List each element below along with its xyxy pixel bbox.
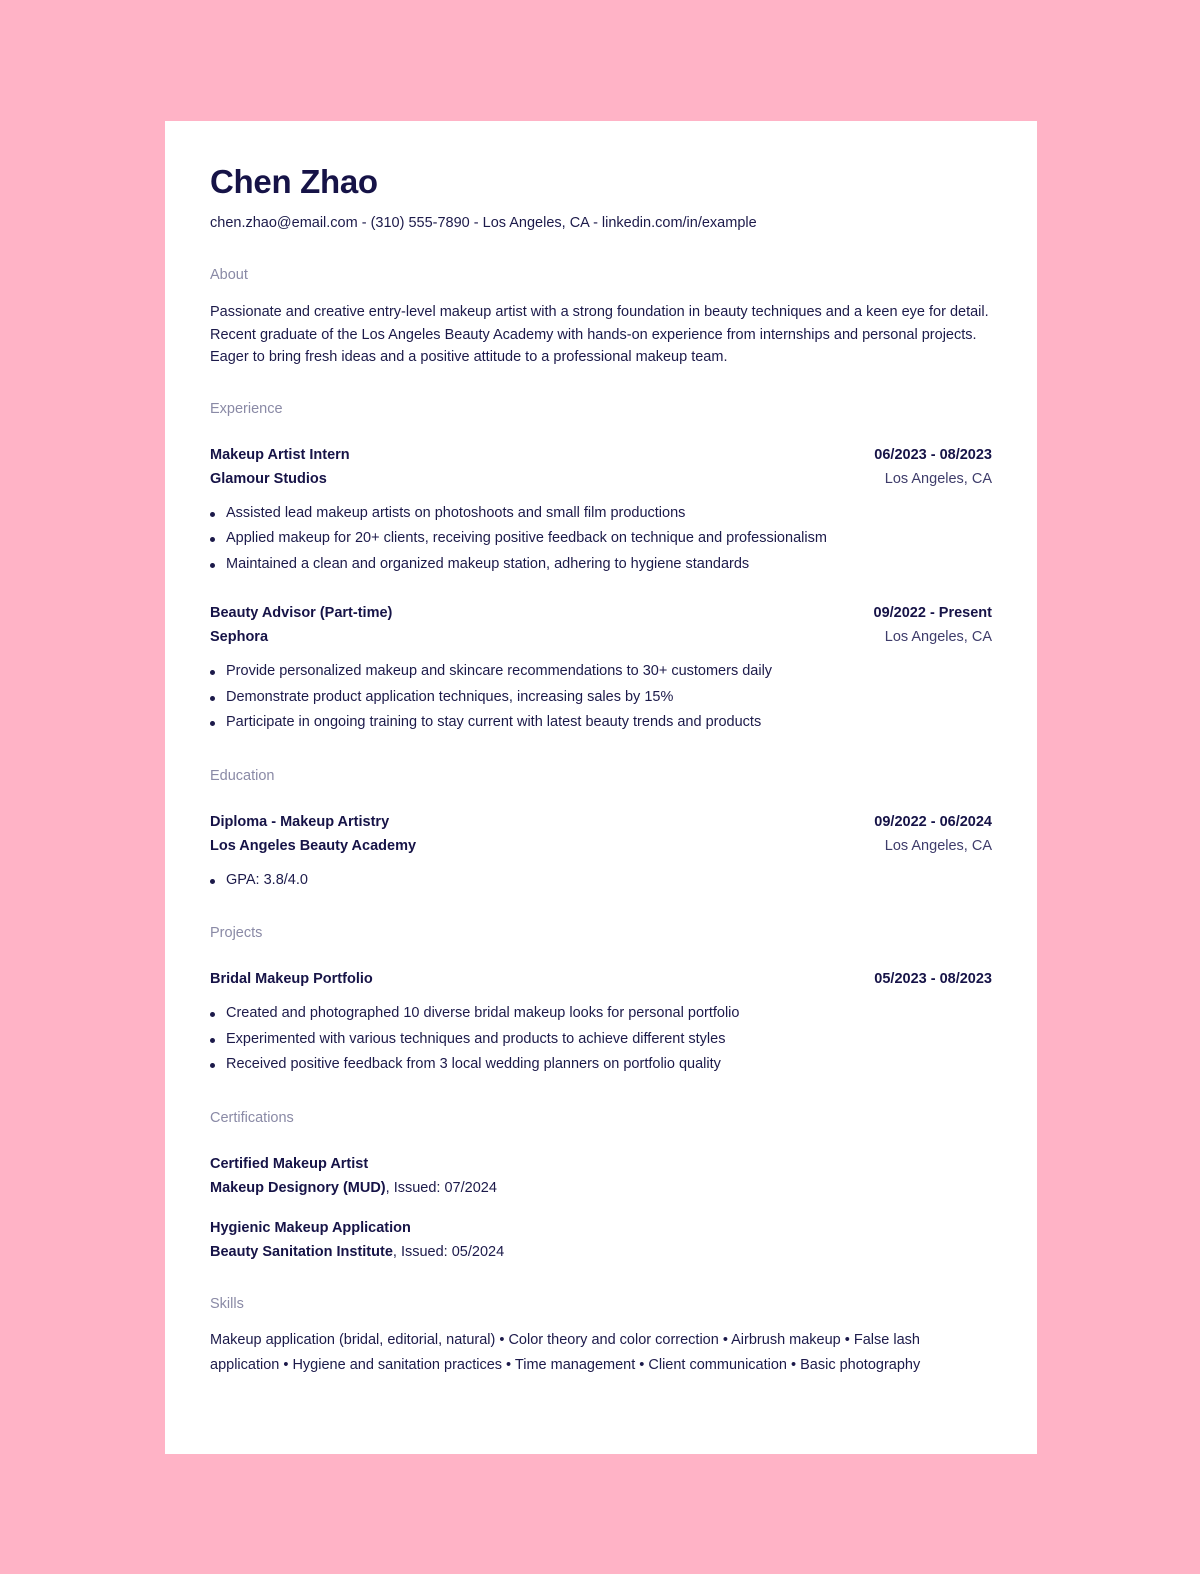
section-title-certifications: Certifications	[210, 1109, 294, 1126]
certification-name: Certified Makeup Artist	[210, 1155, 369, 1172]
list-item: Demonstrate product application techniques, increasing sales by 15%	[226, 685, 992, 711]
list-item: Received positive feedback from 3 local wedding planners on portfolio quality	[226, 1052, 992, 1078]
project-name: Bridal Makeup Portfolio	[210, 971, 373, 987]
list-item: Maintained a clean and organized makeup station, adhering to hygiene standards	[226, 552, 992, 578]
section-skills	[210, 1294, 992, 1378]
certification-issuer: Makeup Designory (MUD)	[210, 1179, 386, 1196]
certification-entry	[210, 1216, 992, 1264]
certification-issued: , Issued: 05/2024	[392, 1243, 505, 1260]
job-bullets	[210, 501, 992, 578]
school-location: Los Angeles, CA	[884, 837, 992, 854]
list-item: Assisted lead makeup artists on photoshoots and small film productions	[226, 501, 992, 527]
project-dates: 05/2023 - 08/2023	[874, 971, 992, 987]
school-name: Los Angeles Beauty Academy	[210, 837, 417, 854]
section-projects	[210, 923, 992, 1078]
list-item: Experimented with various techniques and products to achieve different styles	[226, 1027, 992, 1053]
job-location: Los Angeles, CA	[884, 470, 992, 487]
company-name: Sephora	[210, 629, 269, 645]
company-name: Glamour Studios	[210, 470, 327, 487]
list-item: Provide personalized makeup and skincare recommendations to 30+ customers daily	[226, 659, 992, 685]
job-bullets	[210, 659, 992, 736]
certification-name: Hygienic Makeup Application	[210, 1219, 411, 1236]
about-text: Passionate and creative entry-level makeup artist with a strong foundation in beauty techniques and a keen eye for detail. Recent graduate of the Los Angeles Beauty Academy with hands-on experience from internships and personal projects. Eager to bring fresh ideas and a positive attitude to a professional makeup team.	[210, 304, 989, 365]
experience-entry	[210, 443, 992, 578]
section-title-projects: Projects	[210, 925, 263, 941]
section-title-about: About	[210, 267, 248, 283]
education-bullets	[210, 868, 992, 894]
section-title-experience: Experience	[210, 400, 283, 417]
candidate-name: Chen Zhao	[210, 163, 378, 200]
section-education	[210, 766, 992, 894]
section-certifications	[210, 1108, 992, 1264]
list-item: Participate in ongoing training to stay current with latest beauty trends and products	[226, 710, 992, 736]
list-item: Created and photographed 10 diverse bridal makeup looks for personal portfolio	[226, 1001, 992, 1027]
section-experience	[210, 399, 992, 736]
section-title-education: Education	[210, 767, 275, 784]
education-entry	[210, 810, 992, 894]
project-entry	[210, 967, 992, 1078]
job-dates: 06/2023 - 08/2023	[874, 446, 992, 463]
section-title-skills: Skills	[210, 1295, 244, 1312]
job-location: Los Angeles, CA	[884, 629, 992, 645]
job-title: Beauty Advisor (Part-time)	[210, 605, 393, 621]
education-dates: 09/2022 - 06/2024	[874, 813, 992, 830]
job-dates: 09/2022 - Present	[873, 605, 992, 621]
resume-sheet	[165, 121, 1037, 1454]
list-item: Applied makeup for 20+ clients, receiving positive feedback on technique and professionalism	[226, 526, 992, 552]
list-item: GPA: 3.8/4.0	[226, 868, 992, 894]
certification-issued: , Issued: 07/2024	[385, 1179, 497, 1196]
certification-issuer: Beauty Sanitation Institute	[210, 1243, 393, 1260]
project-bullets	[210, 1001, 992, 1078]
degree-title: Diploma - Makeup Artistry	[210, 813, 390, 830]
job-title: Makeup Artist Intern	[210, 446, 350, 463]
certification-entry	[210, 1152, 992, 1200]
experience-entry	[210, 601, 992, 736]
contact-line: chen.zhao@email.com - (310) 555-7890 - Los Angeles, CA - linkedin.com/in/example	[210, 215, 757, 231]
skills-text: Makeup application (bridal, editorial, natural) • Color theory and color correction • Airbrush makeup • False lash application • Hygiene and sanitation practices • Time management • Client communication • Basic photography	[210, 1331, 921, 1373]
